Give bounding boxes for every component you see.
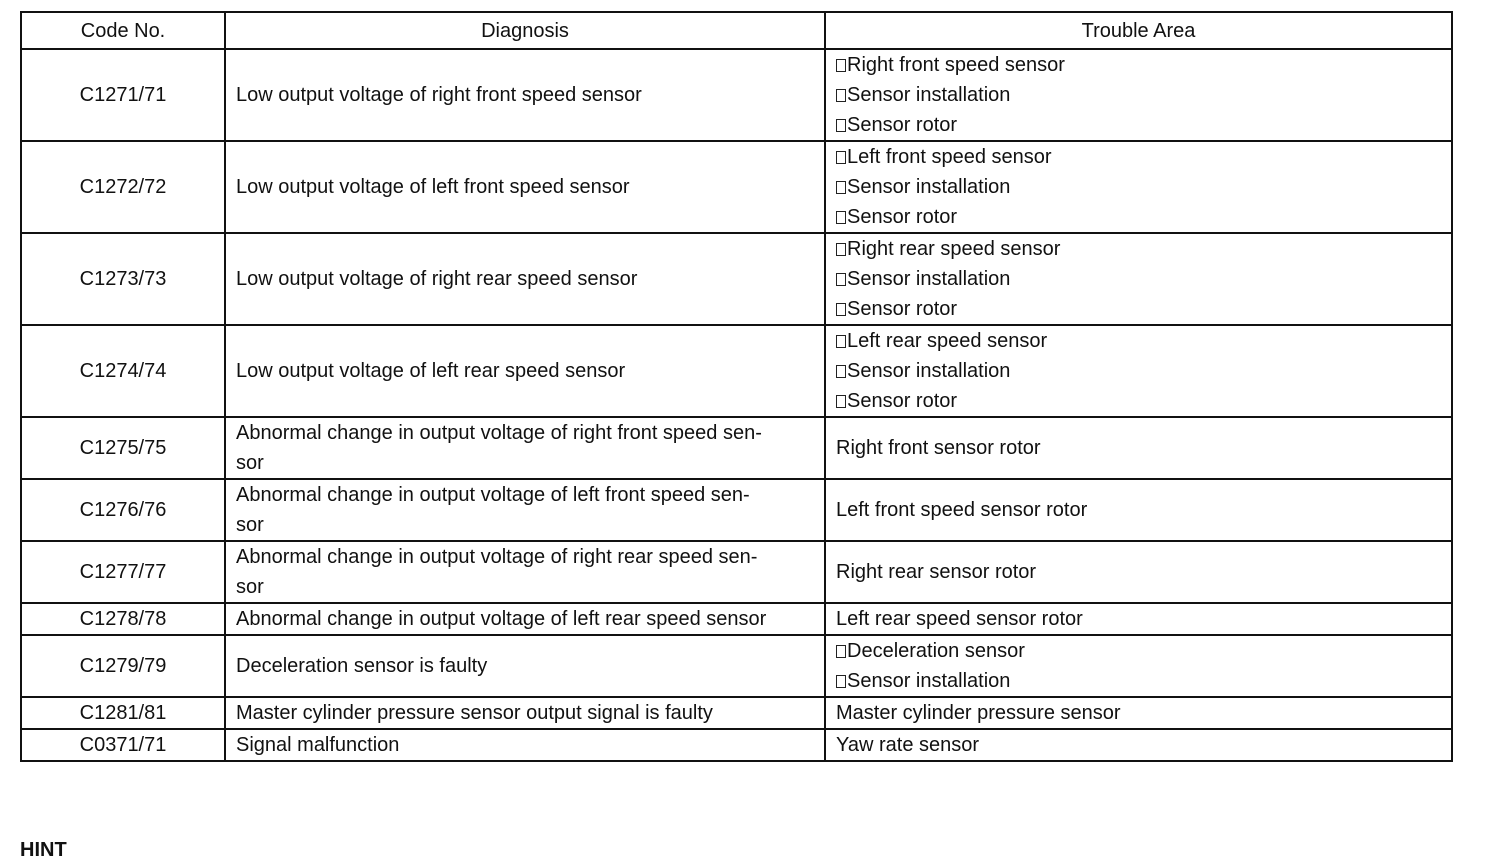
- diagnosis-cell: [225, 635, 825, 697]
- diagnosis-cell: [225, 141, 825, 233]
- checkbox-bullet-icon: [836, 273, 846, 286]
- diagnosis-cell: [225, 603, 825, 635]
- checkbox-bullet-icon: [836, 119, 846, 132]
- trouble-area-item: [836, 80, 1441, 110]
- trouble-area-text: Yaw rate sensor: [836, 734, 980, 756]
- trouble-area-item: [836, 142, 1441, 172]
- trouble-area-item: [836, 495, 1441, 525]
- trouble-area-cell: [825, 417, 1452, 479]
- trouble-area-item: [836, 433, 1441, 463]
- table-row: [21, 729, 1452, 761]
- dtc-table: [20, 11, 1453, 762]
- trouble-area-item: [836, 172, 1441, 202]
- code-cell: C1272/72: [21, 141, 225, 233]
- trouble-area-text: Left rear speed sensor: [847, 330, 1048, 352]
- table-row: [21, 49, 1452, 141]
- checkbox-bullet-icon: [836, 335, 846, 348]
- trouble-area-text: Right rear speed sensor: [847, 238, 1061, 260]
- diagnosis-text: Signal malfunction: [236, 734, 400, 756]
- checkbox-bullet-icon: [836, 59, 846, 72]
- table-row: [21, 635, 1452, 697]
- table-row: [21, 325, 1452, 417]
- checkbox-bullet-icon: [836, 211, 846, 224]
- trouble-area-cell: [825, 729, 1452, 761]
- trouble-area-text: Sensor installation: [847, 360, 1011, 382]
- trouble-area-item: [836, 698, 1441, 728]
- table-row: [21, 541, 1452, 603]
- diagnosis-text: Abnormal change in output voltage of left rear speed sensor: [236, 608, 767, 630]
- trouble-area-cell: [825, 141, 1452, 233]
- diagnosis-cell: [225, 729, 825, 761]
- diagnosis-cell: [225, 479, 825, 541]
- checkbox-bullet-icon: [836, 675, 846, 688]
- trouble-area-item: [836, 202, 1441, 232]
- trouble-area-cell: [825, 325, 1452, 417]
- table-row: [21, 697, 1452, 729]
- trouble-area-text: Left front speed sensor rotor: [836, 499, 1088, 521]
- trouble-area-text: Master cylinder pressure sensor: [836, 702, 1121, 724]
- trouble-area-cell: [825, 541, 1452, 603]
- diagnosis-text: Low output voltage of left rear speed sensor: [236, 360, 626, 382]
- diagnosis-cell: [225, 49, 825, 141]
- header-code: Code No.: [21, 12, 225, 49]
- table-row: [21, 233, 1452, 325]
- trouble-area-item: [836, 326, 1441, 356]
- trouble-area-text: Right front sensor rotor: [836, 437, 1041, 459]
- trouble-area-cell: [825, 49, 1452, 141]
- trouble-area-item: [836, 110, 1441, 140]
- code-cell: C1277/77: [21, 541, 225, 603]
- table-header-row: [21, 12, 1452, 49]
- code-cell: C1271/71: [21, 49, 225, 141]
- trouble-area-text: Right rear sensor rotor: [836, 561, 1037, 583]
- trouble-area-text: Left rear speed sensor rotor: [836, 608, 1083, 630]
- trouble-area-text: Right front speed sensor: [847, 54, 1065, 76]
- trouble-area-text: Sensor installation: [847, 268, 1011, 290]
- trouble-area-item: [836, 264, 1441, 294]
- diagnosis-text: sor: [236, 452, 264, 474]
- diagnosis-cell: [225, 417, 825, 479]
- checkbox-bullet-icon: [836, 395, 846, 408]
- diagnosis-cell: [225, 325, 825, 417]
- diagnosis-text: Master cylinder pressure sensor output signal is faulty: [236, 702, 713, 724]
- trouble-area-text: Sensor rotor: [847, 206, 958, 228]
- diagnosis-text: sor: [236, 514, 264, 536]
- header-trouble-area: Trouble Area: [825, 12, 1452, 49]
- trouble-area-item: [836, 557, 1441, 587]
- table-row: [21, 141, 1452, 233]
- trouble-area-text: Sensor installation: [847, 84, 1011, 106]
- diagnosis-text: Low output voltage of right front speed sensor: [236, 84, 642, 106]
- checkbox-bullet-icon: [836, 151, 846, 164]
- header-diagnosis: Diagnosis: [225, 12, 825, 49]
- table-row: [21, 479, 1452, 541]
- table-row: [21, 417, 1452, 479]
- diagnosis-text: Deceleration sensor is faulty: [236, 655, 488, 677]
- code-cell: C1278/78: [21, 603, 225, 635]
- code-cell: C1273/73: [21, 233, 225, 325]
- trouble-area-text: Left front speed sensor: [847, 146, 1052, 168]
- checkbox-bullet-icon: [836, 243, 846, 256]
- trouble-area-item: [836, 234, 1441, 264]
- trouble-area-item: [836, 294, 1441, 324]
- diagnosis-text: Abnormal change in output voltage of right rear speed sen-: [236, 546, 758, 568]
- code-cell: C1274/74: [21, 325, 225, 417]
- table-row: [21, 603, 1452, 635]
- trouble-area-text: Sensor installation: [847, 176, 1011, 198]
- diagnosis-text: Low output voltage of right rear speed sensor: [236, 268, 638, 290]
- diagnosis-cell: [225, 697, 825, 729]
- checkbox-bullet-icon: [836, 181, 846, 194]
- trouble-area-cell: [825, 697, 1452, 729]
- diagnosis-cell: [225, 233, 825, 325]
- trouble-area-text: Sensor installation: [847, 670, 1011, 692]
- trouble-area-item: [836, 50, 1441, 80]
- checkbox-bullet-icon: [836, 365, 846, 378]
- checkbox-bullet-icon: [836, 645, 846, 658]
- diagnosis-text: Abnormal change in output voltage of left front speed sen-: [236, 484, 750, 506]
- code-cell: C1275/75: [21, 417, 225, 479]
- table-body: [21, 49, 1452, 761]
- trouble-area-cell: [825, 603, 1452, 635]
- trouble-area-item: [836, 386, 1441, 416]
- diagnosis-cell: [225, 541, 825, 603]
- trouble-area-text: Sensor rotor: [847, 298, 958, 320]
- code-cell: C1281/81: [21, 697, 225, 729]
- diagnosis-text: sor: [236, 576, 264, 598]
- diagnosis-text: Abnormal change in output voltage of right front speed sen-: [236, 422, 762, 444]
- code-cell: C0371/71: [21, 729, 225, 761]
- trouble-area-cell: [825, 233, 1452, 325]
- trouble-area-text: Deceleration sensor: [847, 640, 1025, 662]
- trouble-area-cell: [825, 479, 1452, 541]
- trouble-area-item: [836, 666, 1441, 696]
- trouble-area-item: [836, 730, 1441, 760]
- trouble-area-item: [836, 356, 1441, 386]
- trouble-area-text: Sensor rotor: [847, 390, 958, 412]
- code-cell: C1279/79: [21, 635, 225, 697]
- code-cell: C1276/76: [21, 479, 225, 541]
- trouble-area-item: [836, 636, 1441, 666]
- hint-label: HINT: [20, 839, 67, 861]
- trouble-area-cell: [825, 635, 1452, 697]
- diagnosis-text: Low output voltage of left front speed sensor: [236, 176, 630, 198]
- checkbox-bullet-icon: [836, 303, 846, 316]
- checkbox-bullet-icon: [836, 89, 846, 102]
- trouble-area-item: [836, 604, 1441, 634]
- trouble-area-text: Sensor rotor: [847, 114, 958, 136]
